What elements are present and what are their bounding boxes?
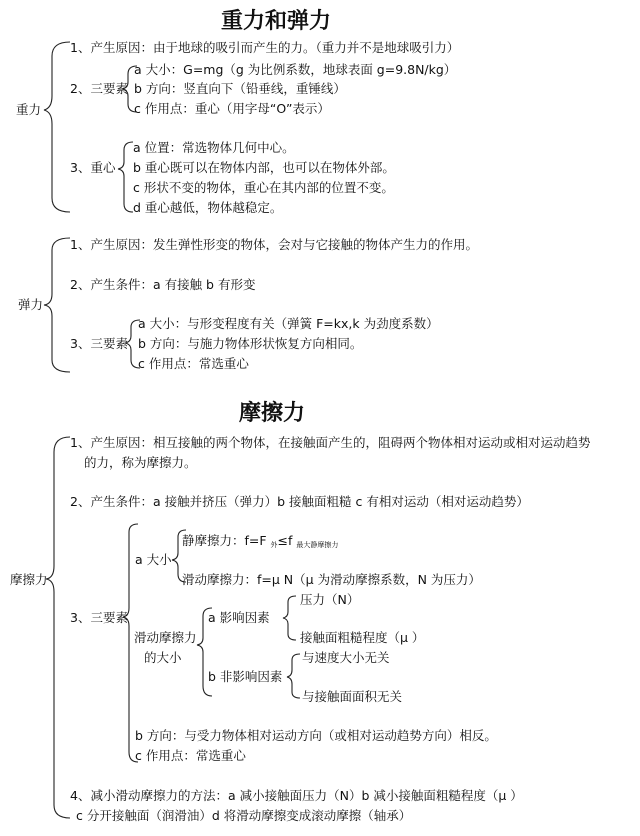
elastic-brace	[44, 238, 70, 372]
title-friction: 摩擦力	[239, 401, 306, 426]
gravity-item-2c: c 作用点：重心（用字母“O”表示）	[134, 101, 330, 116]
gravity-item-2a: a 大小：G=mg（g 为比例系数，地球表面 g=9.8N/kg）	[134, 62, 457, 77]
gravity-item-3-label: 3、重心	[70, 160, 116, 175]
title-gravity-elastic: 重力和弹力	[221, 9, 332, 34]
friction-item-1-line-2: 的力，称为摩擦力。	[84, 455, 197, 470]
noninfluence-brace	[287, 654, 300, 698]
kinetic-size-label-line-1: 滑动摩擦力	[134, 630, 197, 645]
gravity-item-2b: b 方向：竖直向下（铅垂线，重锤线）	[134, 81, 346, 96]
static-friction-main: 静摩擦力：f=F	[182, 533, 271, 548]
static-friction-formula	[182, 533, 338, 553]
noninfluence-label: b 非影响因素	[208, 669, 283, 684]
gravity-item-3b: b 重心既可以在物体内部，也可以在物体外部。	[133, 160, 395, 175]
kinetic-friction-formula: 滑动摩擦力：f=μ N（μ 为滑动摩擦系数，N 为压力）	[182, 572, 481, 587]
elastic-item-1: 1、产生原因：发生弹性形变的物体，会对与它接触的物体产生力的作用。	[70, 237, 478, 252]
friction-direction: b 方向：与受力物体相对运动方向（或相对运动趋势方向）相反。	[135, 728, 497, 743]
gravity-brace	[44, 42, 70, 212]
gravity-item-2-label: 2、三要素	[70, 81, 128, 96]
elastic-item-3c: c 作用点：常选重心	[138, 356, 249, 371]
gravity-item-3a: a 位置：常选物体几何中心。	[133, 140, 295, 155]
friction-size-label: a 大小	[135, 552, 172, 567]
gravity-center-brace	[118, 142, 133, 212]
influence-label: a 影响因素	[208, 610, 270, 625]
friction-point: c 作用点：常选重心	[135, 748, 246, 763]
friction-item-1-line-1: 1、产生原因：相互接触的两个物体，在接触面产生的，阻碍两个物体相对运动或相对运动趋势	[70, 435, 591, 450]
elastic-item-2: 2、产生条件：a 有接触 b 有形变	[70, 277, 256, 292]
gravity-item-3d: d 重心越低，物体越稳定。	[133, 200, 283, 215]
static-friction-mid: ≤f	[277, 533, 297, 548]
noninfluence-factor-2: 与接触面面积无关	[302, 689, 403, 704]
friction-item-3-label: 3、三要素	[70, 610, 128, 625]
friction-item-4-line-1: 4、减小滑动摩擦力的方法：a 减小接触面压力（N）b 减小接触面粗糙程度（μ ）	[70, 788, 523, 803]
noninfluence-factor-1: 与速度大小无关	[302, 650, 390, 665]
elastic-item-3b: b 方向：与施力物体形状恢复方向相同。	[138, 336, 363, 351]
kinetic-size-label-line-2: 的大小	[144, 650, 182, 665]
friction-label: 摩擦力	[10, 572, 48, 587]
elastic-label: 弹力	[18, 297, 44, 312]
influence-brace	[283, 596, 296, 640]
static-friction-sub-max: 最大静摩擦力	[296, 541, 339, 549]
friction-item-2: 2、产生条件：a 接触并挤压（弹力）b 接触面粗糙 c 有相对运动（相对运动趋势）	[70, 494, 529, 509]
elastic-item-3-label: 3、三要素	[70, 336, 128, 351]
gravity-item-3c: c 形状不变的物体，重心在其内部的位置不变。	[133, 180, 394, 195]
friction-item-4-line-2: c 分开接触面（润滑油）d 将滑动摩擦变成滚动摩擦（轴承）	[76, 808, 412, 823]
elastic-item-3a: a 大小：与形变程度有关（弹簧 F=kx,k 为劲度系数）	[138, 316, 439, 331]
gravity-item-1: 1、产生原因：由于地球的吸引而产生的力。（重力并不是地球吸引力）	[70, 40, 460, 55]
gravity-label: 重力	[16, 102, 42, 117]
static-friction-sub-external: 外	[270, 541, 278, 549]
influence-factor-1: 压力（N）	[300, 592, 360, 607]
influence-factor-2: 接触面粗糙程度（μ ）	[300, 630, 425, 645]
friction-brace	[46, 437, 70, 818]
